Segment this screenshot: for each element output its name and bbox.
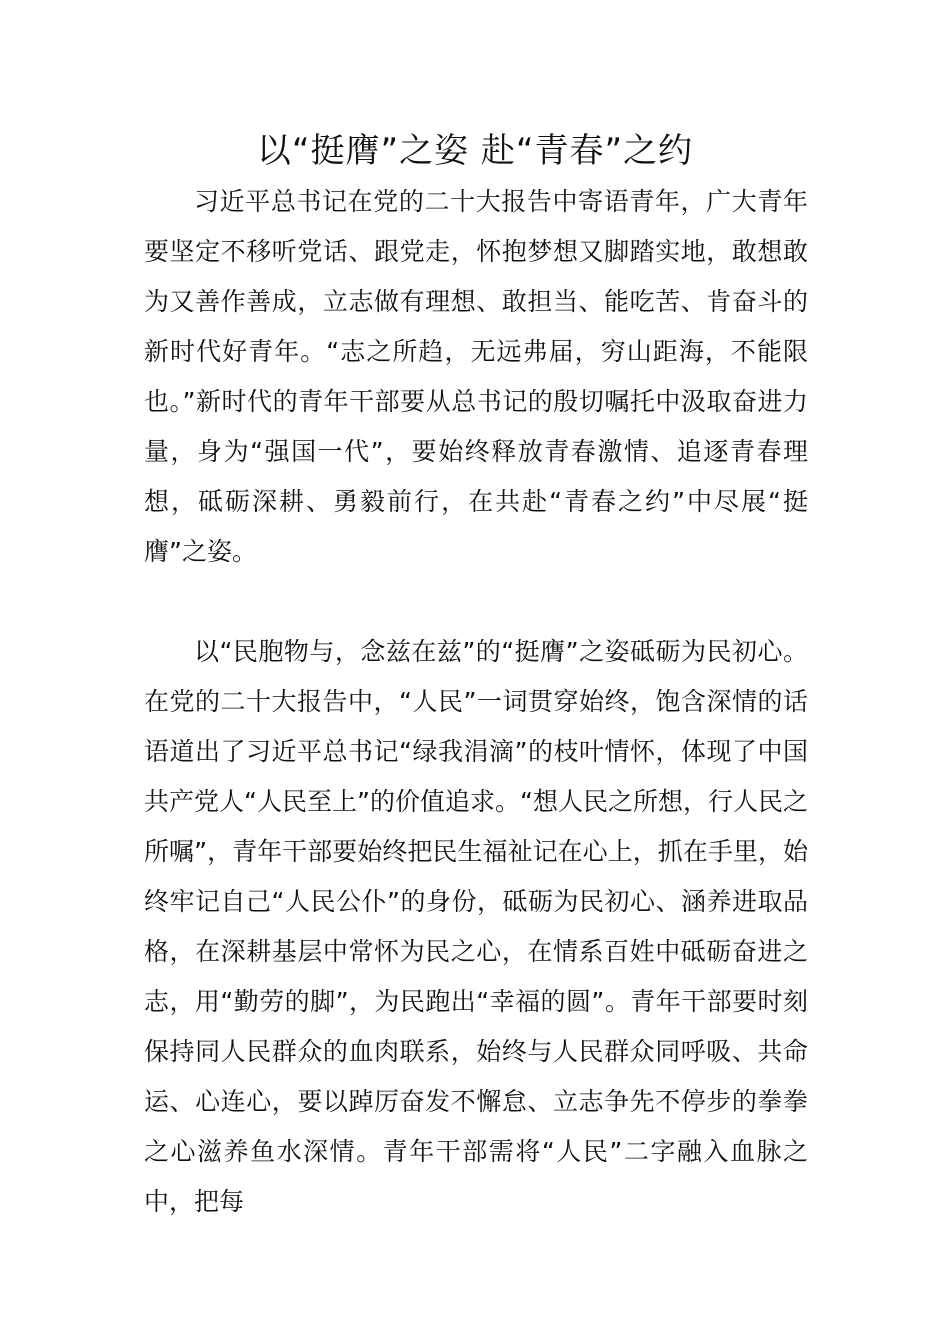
paragraph-2: 以“民胞物与，念兹在兹”的“挺膺”之姿砥砺为民初心。在党的二十大报告中，“人民”一词贯穿始终，饱含深情的话语道出了习近平总书记“绿我涓滴”的枝叶情怀，体现了中国共产党人“人民至上”的价值追求。“想人民之所想，行人民之所嘱”，青年干部要始终把民生福祉记在心上，抓在手里，始终牢记自己“人民公仆”的身份，砥砺为民初心、涵养进取品格，在深耕基层中常怀为民之心，在情系百姓中砥砺奋进之志，用“勤劳的脚”，为民跑出“幸福的圆”。青年干部要时刻保持同人民群众的血肉联系，始终与人民群众同呼吸、共命运、心连心，要以踔厉奋发不懈怠、立志争先不停步的拳拳之心滋养鱼水深情。青年干部需将“人民”二字融入血脉之中，把每: [144, 637, 808, 1216]
document-title: 以“挺膺”之姿 赴“青春”之约: [256, 131, 694, 171]
paragraph-1: 习近平总书记在党的二十大报告中寄语青年，广大青年要坚定不移听党话、跟党走，怀抱梦想又脚踏实地，敢想敢为又善作善成，立志做有理想、敢担当、能吃苦、肯奋斗的新时代好青年。“志之所趋，无远弗届，穷山距海，不能限也。”新时代的青年干部要从总书记的殷切嘱托中汲取奋进力量，身为“强国一代”，要始终释放青春激情、追逐青春理想，砥砺深耕、勇毅前行，在共赴“青春之约”中尽展“挺膺”之姿。: [144, 187, 808, 566]
